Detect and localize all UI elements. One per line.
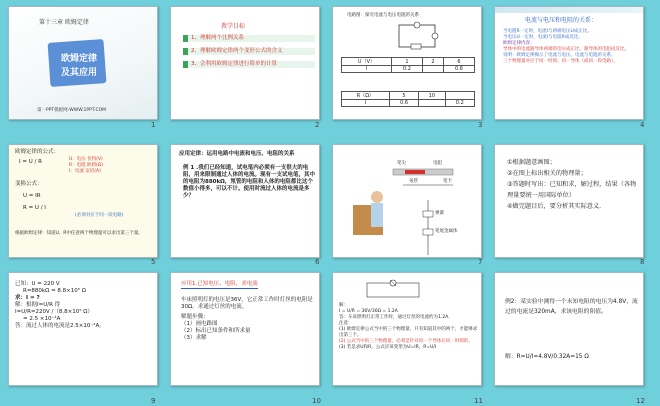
title-line-1: 欧姆定律 [61,54,98,64]
solution-answer: 答：车床照明灯正常工作时，通过灯丝的电流约为1.2A. [339,315,450,320]
unit-resistance: R：电阻 欧姆(Ω) [69,163,104,168]
step-draw-circuit: （1）画电路图 [181,321,218,327]
slide-thumbnail-4[interactable] [494,6,644,120]
slide-number-1: 1 [151,121,156,129]
transform-formula-2: R = U / I [23,205,46,211]
unit-voltage: U：电压 伏特(V) [69,157,103,162]
example-2-solution: 解：R=U/I=4.8V/0.32A=15 Ω [505,354,589,360]
relation-line-1: 当电阻R一定时，电流I与两端电压U成正比。 [503,29,592,34]
formula-conclusion: 根据欧姆定律：知道U、R中任意两个物理量可以求出第三个量。 [15,231,143,236]
slide-number-10: 10 [312,397,321,405]
note-1: (1) 欧姆定律公式当中的三个物理量，只有知道其中的两个，才能够求出第三个。 [339,327,478,338]
given-resistance: R=880kΩ = 8.8×10⁵ Ω [23,288,86,294]
slide-number-8: 8 [640,258,645,266]
step-mark-known: （2）标出已知条件和所求量 [181,328,251,334]
slide-thumbnail-5[interactable] [8,144,158,258]
solution-line-3: = 2.5 ×10⁻⁴A [23,316,61,322]
footer-text: 第一PPT模板网-WWW.1PPT.COM [37,108,107,113]
label-spring: 弹簧 [435,211,444,216]
example-1-text: 例 1 .我们已经知道，试电笔内必须有一支很大的电阻，用来限制通过人体的电流。现有一支试电笔，其中的电阻为880kΩ，氖管的电阻和人体的电阻都比这个数值小得多，可以不计。使用时流过人体的电流是多少？ [183,165,316,199]
relation-line-4: 导体中的电流跟导体两端的电压成正比，跟导体的电阻成反比。 [503,47,629,52]
label-pen-clip: 笔卡 [443,179,452,184]
relation-line-2: 当电压U一定时，电流I与电阻R成反比。 [503,35,583,40]
label-metal-end: 笔尾金属体 [435,229,458,234]
step-item-3: ③答题时写出：已知和求，解过程，结果（各物理量要统一用国际单位） [507,181,637,199]
slide-number-12: 12 [636,397,645,405]
step-solve: （3）求解 [181,335,207,341]
formula-heading: 欧姆定律的公式： [15,149,60,155]
slide-thumbnail-6[interactable] [170,144,320,258]
given-voltage: 已知：U = 220 V [15,281,60,287]
slide-thumbnail-7[interactable] [332,144,482,258]
objectives-heading: 教学目标 [221,23,246,30]
data-table-2: R（Ω） 5 10 I 0.6 0.2 [341,91,475,107]
objective-item-2: 2、理解欧姆定律两个变形公式的含义 [183,48,315,55]
objective-item-3: 3、会利用欧姆定律进行简单的计算 [183,61,315,68]
circuit-diagram [395,21,439,51]
slide-thumbnail-1[interactable] [8,6,158,120]
solution-formula: I = U/R = 36V/30Ω = 1.2A [339,309,398,314]
slide-number-11: 11 [474,397,483,405]
application-heading: 应用定律：运用电路中电流和电压、电阻的关系 [179,151,295,157]
slide-thumbnail-11[interactable] [332,272,482,386]
slide-number-9: 9 [151,397,156,405]
solution-line-2: I=U/R=220V /（8.8×10⁵ Ω） [15,309,93,315]
slide-number-6: 6 [315,258,320,266]
slide-thumbnail-2[interactable] [170,6,320,120]
relation-line-6: 三个物理量对应于同一时刻、同一导体（或同一段电路）。 [503,59,618,64]
header-band [495,7,643,13]
title-line-2: 及其应用 [61,68,98,78]
label-neon-tube: 氖管 [409,179,418,184]
objective-item-1: 1、理解两个比例关系 [183,35,315,42]
slide-number-5: 5 [151,258,156,266]
relation-heading: 电流与电压和电阻的关系： [525,17,598,24]
slide-number-2: 2 [315,121,320,129]
slide-thumbnail-8[interactable] [494,144,644,258]
steps-heading: 解题步骤： [181,314,209,320]
formula-main: I = U / R [19,159,42,165]
label-resistor: 电阻 [433,161,442,166]
slide-number-3: 3 [478,121,483,129]
unit-current: I：电流 安培(A) [69,169,101,174]
relation-line-3: 欧姆定律内容： [503,41,535,46]
example-2-text: 例2：某实验中测得一个未知电阻的电压为4.8V，流过的电流是320mA，求该电阻的阻值。 [505,299,638,315]
chapter-title: 第十三章 欧姆定律 [39,19,89,26]
transform-formula-1: U = IR [23,193,41,199]
application-1-heading: 应用1.已知电压、电阻，求电流 [181,281,258,287]
note-2: (2) 公式当中的三个物理量，必须是针对同一个导体在同一时刻的。 [339,339,473,344]
slide-thumbnail-3[interactable] [332,6,482,120]
answer-line: 答：流过人体的电流是2.5×10⁻⁴A。 [15,323,105,329]
slide-thumbnail-10[interactable] [170,272,320,386]
same-circuit-note: (必须对应于同一段电路) [75,213,124,218]
solution-line-1: 解：根据I=U/R 得 [15,302,61,308]
slide-number-4: 4 [640,121,645,129]
step-item-1: ①根据题意画图； [507,159,556,166]
data-table-1: U（V） 1 2 6 I 0.2 0.6 [341,57,475,73]
lamp-circuit-diagram [363,279,423,301]
note-3: (3) 若是求U和R，公式应该变形为U=IR，R=U/I [339,345,437,350]
solution-label: 解： [339,303,348,308]
label-pen-tip: 笔尖 [397,161,406,166]
step-item-2: ②在图上标出相关的物理量； [507,170,587,177]
test-pencil-illustration [333,145,482,258]
slide-number-7: 7 [478,258,483,266]
note-heading: 注意： [339,321,353,326]
problem-text: 车床照明灯的电压是36V，它正常工作时灯丝的电阻是30Ω。求通过灯丝的电流。 [181,297,313,310]
find-current: 求：I = ? [15,295,40,301]
transform-heading: 变换公式： [15,181,43,187]
step-item-4: ④做完题目后，要分析其实际意义. [507,203,602,210]
circuit-caption: 电路图：探究电流与电压电阻的关系 [347,13,419,18]
relation-line-5: 说明：欧姆定律揭示了电流与电压、电流与电阻的关系。 [503,53,616,58]
slide-thumbnail-12[interactable] [494,272,644,386]
slide-thumbnail-9[interactable] [8,272,158,386]
